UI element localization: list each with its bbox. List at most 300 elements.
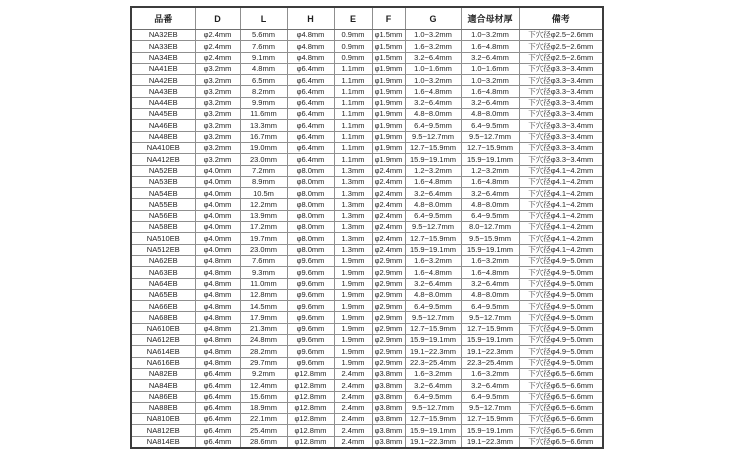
part-number-cell: NA616EB xyxy=(131,357,195,368)
part-number-cell: NA88EB xyxy=(131,402,195,413)
table-row xyxy=(131,402,603,413)
spec-cell: 1.2~3.2mm xyxy=(405,165,461,176)
spec-cell: 9.2mm xyxy=(240,368,287,379)
spec-cell: φ3.2mm xyxy=(195,109,240,120)
spec-cell: φ3.8mm xyxy=(372,436,405,448)
spec-cell: 7.6mm xyxy=(240,41,287,52)
spec-cell: φ2.9mm xyxy=(372,267,405,278)
spec-cell: φ6.4mm xyxy=(287,109,334,120)
spec-cell: φ8.0mm xyxy=(287,222,334,233)
spec-cell: φ4.0mm xyxy=(195,165,240,176)
spec-cell: 1.3mm xyxy=(334,233,372,244)
spec-cell: 2.4mm xyxy=(334,436,372,448)
spec-cell: φ6.4mm xyxy=(287,131,334,142)
table-row xyxy=(131,131,603,142)
spec-cell: 0.9mm xyxy=(334,41,372,52)
spec-cell: 下穴径φ4.1~4.2mm xyxy=(519,210,603,221)
spec-cell: 6.4~9.5mm xyxy=(461,391,519,402)
spec-cell: φ3.8mm xyxy=(372,368,405,379)
spec-cell: 4.8~8.0mm xyxy=(405,289,461,300)
table-row xyxy=(131,142,603,153)
spec-cell: 19.1~22.3mm xyxy=(405,436,461,448)
spec-cell: 3.2~6.4mm xyxy=(405,97,461,108)
spec-cell: 1.9mm xyxy=(334,289,372,300)
spec-cell: 1.9mm xyxy=(334,312,372,323)
spec-cell: 下穴径φ4.9~5.0mm xyxy=(519,312,603,323)
spec-cell: 15.9~19.1mm xyxy=(405,244,461,255)
part-number-cell: NA84EB xyxy=(131,380,195,391)
spec-cell: 下穴径φ6.5~6.6mm xyxy=(519,380,603,391)
spec-cell: 16.7mm xyxy=(240,131,287,142)
spec-cell: 12.7~15.9mm xyxy=(405,233,461,244)
spec-cell: 1.3mm xyxy=(334,165,372,176)
spec-cell: φ6.4mm xyxy=(287,86,334,97)
spec-cell: 6.4~9.5mm xyxy=(405,391,461,402)
spec-cell: 24.8mm xyxy=(240,335,287,346)
spec-cell: φ3.8mm xyxy=(372,380,405,391)
spec-cell: 7.2mm xyxy=(240,165,287,176)
spec-cell: 9.5~12.7mm xyxy=(461,312,519,323)
part-number-cell: NA410EB xyxy=(131,142,195,153)
spec-cell: 15.9~19.1mm xyxy=(405,335,461,346)
spec-cell: 12.7~15.9mm xyxy=(405,323,461,334)
spec-cell: 1.9mm xyxy=(334,357,372,368)
part-number-cell: NA82EB xyxy=(131,368,195,379)
spec-cell: 3.2~6.4mm xyxy=(461,188,519,199)
spec-cell: φ8.0mm xyxy=(287,233,334,244)
part-number-cell: NA48EB xyxy=(131,131,195,142)
spec-cell: 19.1~22.3mm xyxy=(461,346,519,357)
spec-cell: 6.4~9.5mm xyxy=(405,120,461,131)
spec-cell: 1.6~4.8mm xyxy=(405,86,461,97)
spec-cell: φ3.2mm xyxy=(195,63,240,74)
spec-cell: 15.6mm xyxy=(240,391,287,402)
spec-cell: 6.4~9.5mm xyxy=(405,210,461,221)
spec-cell: φ2.9mm xyxy=(372,335,405,346)
spec-cell: 0.9mm xyxy=(334,52,372,63)
spec-cell: 8.0~12.7mm xyxy=(461,222,519,233)
spec-cell: 2.4mm xyxy=(334,425,372,436)
spec-cell: 1.6~4.8mm xyxy=(461,41,519,52)
table-row xyxy=(131,154,603,165)
part-number-cell: NA63EB xyxy=(131,267,195,278)
spec-cell: 8.9mm xyxy=(240,176,287,187)
table-row xyxy=(131,222,603,233)
spec-cell: 下穴径φ3.3~3.4mm xyxy=(519,131,603,142)
spec-cell: 11.0mm xyxy=(240,278,287,289)
spec-cell: 3.2~6.4mm xyxy=(461,380,519,391)
table-row xyxy=(131,86,603,97)
part-number-cell: NA41EB xyxy=(131,63,195,74)
column-header: 適合母材厚 xyxy=(461,7,519,30)
spec-cell: 1.3mm xyxy=(334,210,372,221)
spec-cell: φ6.4mm xyxy=(195,425,240,436)
table-row xyxy=(131,52,603,63)
spec-cell: 3.2~6.4mm xyxy=(405,188,461,199)
spec-cell: φ1.5mm xyxy=(372,30,405,41)
spec-cell: φ9.6mm xyxy=(287,323,334,334)
spec-cell: 2.4mm xyxy=(334,368,372,379)
spec-cell: φ12.8mm xyxy=(287,414,334,425)
spec-cell: 下穴径φ2.5~2.6mm xyxy=(519,30,603,41)
part-number-cell: NA512EB xyxy=(131,244,195,255)
spec-cell: φ3.2mm xyxy=(195,154,240,165)
spec-cell: φ12.8mm xyxy=(287,368,334,379)
spec-cell: φ6.4mm xyxy=(287,142,334,153)
spec-cell: 下穴径φ4.1~4.2mm xyxy=(519,222,603,233)
spec-cell: φ3.8mm xyxy=(372,402,405,413)
spec-cell: 1.1mm xyxy=(334,97,372,108)
spec-cell: φ3.2mm xyxy=(195,75,240,86)
spec-cell: 下穴径φ3.3~3.4mm xyxy=(519,142,603,153)
part-number-cell: NA412EB xyxy=(131,154,195,165)
spec-cell: 下穴径φ4.1~4.2mm xyxy=(519,188,603,199)
spec-cell: 13.9mm xyxy=(240,210,287,221)
spec-cell: 9.5~15.9mm xyxy=(461,233,519,244)
spec-cell: φ6.4mm xyxy=(287,120,334,131)
spec-cell: φ1.9mm xyxy=(372,97,405,108)
spec-cell: φ8.0mm xyxy=(287,244,334,255)
spec-cell: φ8.0mm xyxy=(287,210,334,221)
spec-cell: φ3.8mm xyxy=(372,391,405,402)
spec-cell: 25.4mm xyxy=(240,425,287,436)
spec-cell: 1.0~1.6mm xyxy=(461,63,519,74)
spec-cell: φ4.8mm xyxy=(195,346,240,357)
spec-cell: 下穴径φ3.3~3.4mm xyxy=(519,154,603,165)
spec-cell: φ3.2mm xyxy=(195,142,240,153)
table-row xyxy=(131,425,603,436)
spec-cell: 1.2~3.2mm xyxy=(461,165,519,176)
spec-cell: φ1.9mm xyxy=(372,142,405,153)
spec-cell: 6.4~9.5mm xyxy=(461,120,519,131)
spec-cell: 下穴径φ4.9~5.0mm xyxy=(519,255,603,266)
spec-cell: φ1.9mm xyxy=(372,120,405,131)
spec-cell: 1.0~3.2mm xyxy=(461,75,519,86)
rivet-spec-table xyxy=(130,6,604,449)
part-number-cell: NA43EB xyxy=(131,86,195,97)
spec-cell: 1.6~4.8mm xyxy=(461,176,519,187)
spec-cell: 1.3mm xyxy=(334,188,372,199)
table-row xyxy=(131,30,603,41)
spec-cell: 9.5~12.7mm xyxy=(405,131,461,142)
spec-cell: 3.2~6.4mm xyxy=(461,278,519,289)
spec-cell: φ9.6mm xyxy=(287,289,334,300)
spec-cell: 1.0~3.2mm xyxy=(405,75,461,86)
spec-cell: φ8.0mm xyxy=(287,165,334,176)
table-row xyxy=(131,97,603,108)
spec-cell: φ9.6mm xyxy=(287,278,334,289)
spec-cell: 23.0mm xyxy=(240,154,287,165)
table-row xyxy=(131,233,603,244)
table-header xyxy=(131,7,603,30)
spec-cell: 3.2~6.4mm xyxy=(405,278,461,289)
spec-cell: 下穴径φ3.3~3.4mm xyxy=(519,120,603,131)
spec-cell: 9.5~12.7mm xyxy=(461,131,519,142)
spec-cell: 下穴径φ4.1~4.2mm xyxy=(519,244,603,255)
spec-cell: 12.7~15.9mm xyxy=(461,414,519,425)
spec-cell: φ8.0mm xyxy=(287,176,334,187)
part-number-cell: NA814EB xyxy=(131,436,195,448)
spec-cell: 4.8~8.0mm xyxy=(461,109,519,120)
spec-cell: φ12.8mm xyxy=(287,380,334,391)
spec-cell: 下穴径φ2.5~2.6mm xyxy=(519,52,603,63)
spec-cell: φ8.0mm xyxy=(287,188,334,199)
table-row xyxy=(131,312,603,323)
column-header: 品番 xyxy=(131,7,195,30)
spec-cell: φ2.4mm xyxy=(195,41,240,52)
spec-cell: φ4.0mm xyxy=(195,222,240,233)
part-number-cell: NA32EB xyxy=(131,30,195,41)
spec-cell: 19.1~22.3mm xyxy=(461,436,519,448)
table-row xyxy=(131,357,603,368)
spec-cell: 8.2mm xyxy=(240,86,287,97)
spec-cell: 12.4mm xyxy=(240,380,287,391)
spec-cell: 1.0~3.2mm xyxy=(461,30,519,41)
spec-cell: 下穴径φ3.3~3.4mm xyxy=(519,86,603,97)
spec-cell: φ4.8mm xyxy=(195,335,240,346)
spec-cell: φ4.8mm xyxy=(195,289,240,300)
table-row xyxy=(131,267,603,278)
table-row xyxy=(131,165,603,176)
table-row xyxy=(131,63,603,74)
spec-cell: φ2.4mm xyxy=(372,222,405,233)
spec-cell: 4.8~8.0mm xyxy=(405,199,461,210)
spec-cell: 4.8~8.0mm xyxy=(461,289,519,300)
part-number-cell: NA33EB xyxy=(131,41,195,52)
spec-cell: 下穴径φ6.5~6.6mm xyxy=(519,368,603,379)
table-row xyxy=(131,109,603,120)
spec-cell: 1.1mm xyxy=(334,131,372,142)
part-number-cell: NA614EB xyxy=(131,346,195,357)
spec-cell: φ4.0mm xyxy=(195,233,240,244)
spec-cell: 下穴径φ4.9~5.0mm xyxy=(519,289,603,300)
spec-cell: 1.1mm xyxy=(334,120,372,131)
spec-cell: φ1.9mm xyxy=(372,86,405,97)
spec-cell: φ2.9mm xyxy=(372,301,405,312)
spec-cell: φ2.4mm xyxy=(195,52,240,63)
spec-cell: 12.7~15.9mm xyxy=(405,414,461,425)
spec-cell: 15.9~19.1mm xyxy=(405,154,461,165)
table-body xyxy=(131,30,603,448)
spec-cell: 2.4mm xyxy=(334,380,372,391)
spec-cell: φ2.4mm xyxy=(372,188,405,199)
spec-cell: 3.2~6.4mm xyxy=(461,52,519,63)
spec-cell: φ3.2mm xyxy=(195,120,240,131)
spec-cell: 1.9mm xyxy=(334,323,372,334)
part-number-cell: NA510EB xyxy=(131,233,195,244)
spec-cell: φ4.8mm xyxy=(195,323,240,334)
part-number-cell: NA55EB xyxy=(131,199,195,210)
spec-cell: φ4.8mm xyxy=(287,30,334,41)
part-number-cell: NA58EB xyxy=(131,222,195,233)
spec-cell: φ4.8mm xyxy=(195,278,240,289)
spec-cell: 17.2mm xyxy=(240,222,287,233)
spec-cell: 14.5mm xyxy=(240,301,287,312)
part-number-cell: NA86EB xyxy=(131,391,195,402)
spec-cell: 下穴径φ3.3~3.4mm xyxy=(519,63,603,74)
spec-cell: 2.4mm xyxy=(334,402,372,413)
spec-cell: φ2.9mm xyxy=(372,278,405,289)
part-number-cell: NA66EB xyxy=(131,301,195,312)
table-row xyxy=(131,210,603,221)
part-number-cell: NA64EB xyxy=(131,278,195,289)
part-number-cell: NA34EB xyxy=(131,52,195,63)
spec-cell: 下穴径φ6.5~6.6mm xyxy=(519,436,603,448)
spec-cell: 下穴径φ6.5~6.6mm xyxy=(519,414,603,425)
spec-cell: φ4.8mm xyxy=(195,267,240,278)
table-row xyxy=(131,301,603,312)
spec-cell: 9.3mm xyxy=(240,267,287,278)
spec-cell: 1.1mm xyxy=(334,86,372,97)
spec-cell: 7.6mm xyxy=(240,255,287,266)
spec-cell: 1.9mm xyxy=(334,255,372,266)
spec-cell: φ9.6mm xyxy=(287,335,334,346)
part-number-cell: NA612EB xyxy=(131,335,195,346)
column-header: F xyxy=(372,7,405,30)
spec-cell: 下穴径φ4.9~5.0mm xyxy=(519,323,603,334)
part-number-cell: NA42EB xyxy=(131,75,195,86)
part-number-cell: NA810EB xyxy=(131,414,195,425)
spec-cell: 3.2~6.4mm xyxy=(405,380,461,391)
spec-cell: 1.6~4.8mm xyxy=(461,267,519,278)
spec-cell: 12.7~15.9mm xyxy=(461,323,519,334)
spec-cell: φ2.9mm xyxy=(372,346,405,357)
spec-cell: 下穴径φ4.1~4.2mm xyxy=(519,165,603,176)
spec-cell: 9.5~12.7mm xyxy=(405,312,461,323)
spec-cell: 1.6~3.2mm xyxy=(405,368,461,379)
spec-cell: φ6.4mm xyxy=(287,75,334,86)
spec-cell: φ3.2mm xyxy=(195,97,240,108)
spec-cell: φ6.4mm xyxy=(287,154,334,165)
spec-cell: φ1.5mm xyxy=(372,52,405,63)
table-row xyxy=(131,335,603,346)
spec-cell: φ1.9mm xyxy=(372,154,405,165)
spec-cell: 1.0~3.2mm xyxy=(405,30,461,41)
spec-cell: φ1.9mm xyxy=(372,63,405,74)
spec-cell: φ6.4mm xyxy=(195,414,240,425)
spec-cell: 29.7mm xyxy=(240,357,287,368)
table-row xyxy=(131,368,603,379)
spec-cell: 下穴径φ4.1~4.2mm xyxy=(519,199,603,210)
spec-cell: φ4.0mm xyxy=(195,210,240,221)
spec-cell: 15.9~19.1mm xyxy=(461,425,519,436)
spec-cell: φ12.8mm xyxy=(287,391,334,402)
part-number-cell: NA68EB xyxy=(131,312,195,323)
spec-cell: φ1.9mm xyxy=(372,109,405,120)
spec-cell: 1.9mm xyxy=(334,335,372,346)
column-header: 備考 xyxy=(519,7,603,30)
column-header: H xyxy=(287,7,334,30)
spec-cell: 22.3~25.4mm xyxy=(461,357,519,368)
part-number-cell: NA56EB xyxy=(131,210,195,221)
spec-cell: 4.8~8.0mm xyxy=(405,109,461,120)
spec-cell: 1.1mm xyxy=(334,63,372,74)
table-row xyxy=(131,380,603,391)
spec-cell: φ2.4mm xyxy=(372,244,405,255)
part-number-cell: NA65EB xyxy=(131,289,195,300)
spec-cell: 22.3~25.4mm xyxy=(405,357,461,368)
spec-cell: 1.6~3.2mm xyxy=(405,41,461,52)
table-row xyxy=(131,323,603,334)
part-number-cell: NA62EB xyxy=(131,255,195,266)
column-header: G xyxy=(405,7,461,30)
spec-cell: φ6.4mm xyxy=(287,63,334,74)
spec-cell: 19.1~22.3mm xyxy=(405,346,461,357)
spec-cell: φ9.6mm xyxy=(287,346,334,357)
spec-cell: 9.5~12.7mm xyxy=(405,222,461,233)
part-number-cell: NA54EB xyxy=(131,188,195,199)
spec-cell: 下穴径φ4.9~5.0mm xyxy=(519,301,603,312)
spec-cell: φ4.8mm xyxy=(195,312,240,323)
spec-cell: φ12.8mm xyxy=(287,425,334,436)
spec-cell: 1.9mm xyxy=(334,278,372,289)
table-row xyxy=(131,199,603,210)
spec-cell: 9.5~12.7mm xyxy=(405,402,461,413)
part-number-cell: NA52EB xyxy=(131,165,195,176)
spec-cell: φ4.0mm xyxy=(195,176,240,187)
spec-cell: 19.0mm xyxy=(240,142,287,153)
spec-cell: φ3.8mm xyxy=(372,425,405,436)
spec-cell: 1.9mm xyxy=(334,267,372,278)
spec-cell: φ4.0mm xyxy=(195,244,240,255)
spec-cell: 12.8mm xyxy=(240,289,287,300)
column-header: D xyxy=(195,7,240,30)
header-row xyxy=(131,7,603,30)
spec-cell: 下穴径φ4.9~5.0mm xyxy=(519,335,603,346)
spec-cell: φ9.6mm xyxy=(287,267,334,278)
spec-cell: 9.5~12.7mm xyxy=(461,402,519,413)
spec-cell: 5.6mm xyxy=(240,30,287,41)
spec-cell: 13.3mm xyxy=(240,120,287,131)
table-row xyxy=(131,244,603,255)
table-row xyxy=(131,391,603,402)
table-row xyxy=(131,255,603,266)
spec-cell: 12.2mm xyxy=(240,199,287,210)
spec-cell: φ9.6mm xyxy=(287,301,334,312)
part-number-cell: NA812EB xyxy=(131,425,195,436)
spec-cell: 下穴径φ4.9~5.0mm xyxy=(519,346,603,357)
spec-cell: 6.4~9.5mm xyxy=(405,301,461,312)
spec-cell: φ2.9mm xyxy=(372,357,405,368)
spec-cell: 2.4mm xyxy=(334,414,372,425)
spec-cell: φ2.9mm xyxy=(372,289,405,300)
spec-cell: 3.2~6.4mm xyxy=(405,52,461,63)
spec-cell: φ4.8mm xyxy=(287,52,334,63)
spec-cell: φ12.8mm xyxy=(287,436,334,448)
table-row xyxy=(131,278,603,289)
spec-cell: 21.3mm xyxy=(240,323,287,334)
spec-cell: 下穴径φ6.5~6.6mm xyxy=(519,402,603,413)
spec-cell: φ4.8mm xyxy=(195,357,240,368)
spec-cell: 1.6~3.2mm xyxy=(405,255,461,266)
spec-cell: 18.9mm xyxy=(240,402,287,413)
spec-cell: 1.6~4.8mm xyxy=(405,176,461,187)
spec-cell: 下穴径φ3.3~3.4mm xyxy=(519,109,603,120)
table-row xyxy=(131,414,603,425)
spec-cell: φ2.9mm xyxy=(372,255,405,266)
spec-cell: 1.6~3.2mm xyxy=(461,368,519,379)
spec-cell: φ6.4mm xyxy=(195,380,240,391)
spec-cell: 1.3mm xyxy=(334,222,372,233)
spec-cell: φ2.9mm xyxy=(372,323,405,334)
spec-cell: 3.2~6.4mm xyxy=(461,97,519,108)
spec-cell: 9.9mm xyxy=(240,97,287,108)
spec-cell: 9.1mm xyxy=(240,52,287,63)
spec-cell: 12.7~15.9mm xyxy=(405,142,461,153)
spec-cell: 1.1mm xyxy=(334,142,372,153)
spec-cell: 1.3mm xyxy=(334,244,372,255)
spec-cell: 1.3mm xyxy=(334,176,372,187)
